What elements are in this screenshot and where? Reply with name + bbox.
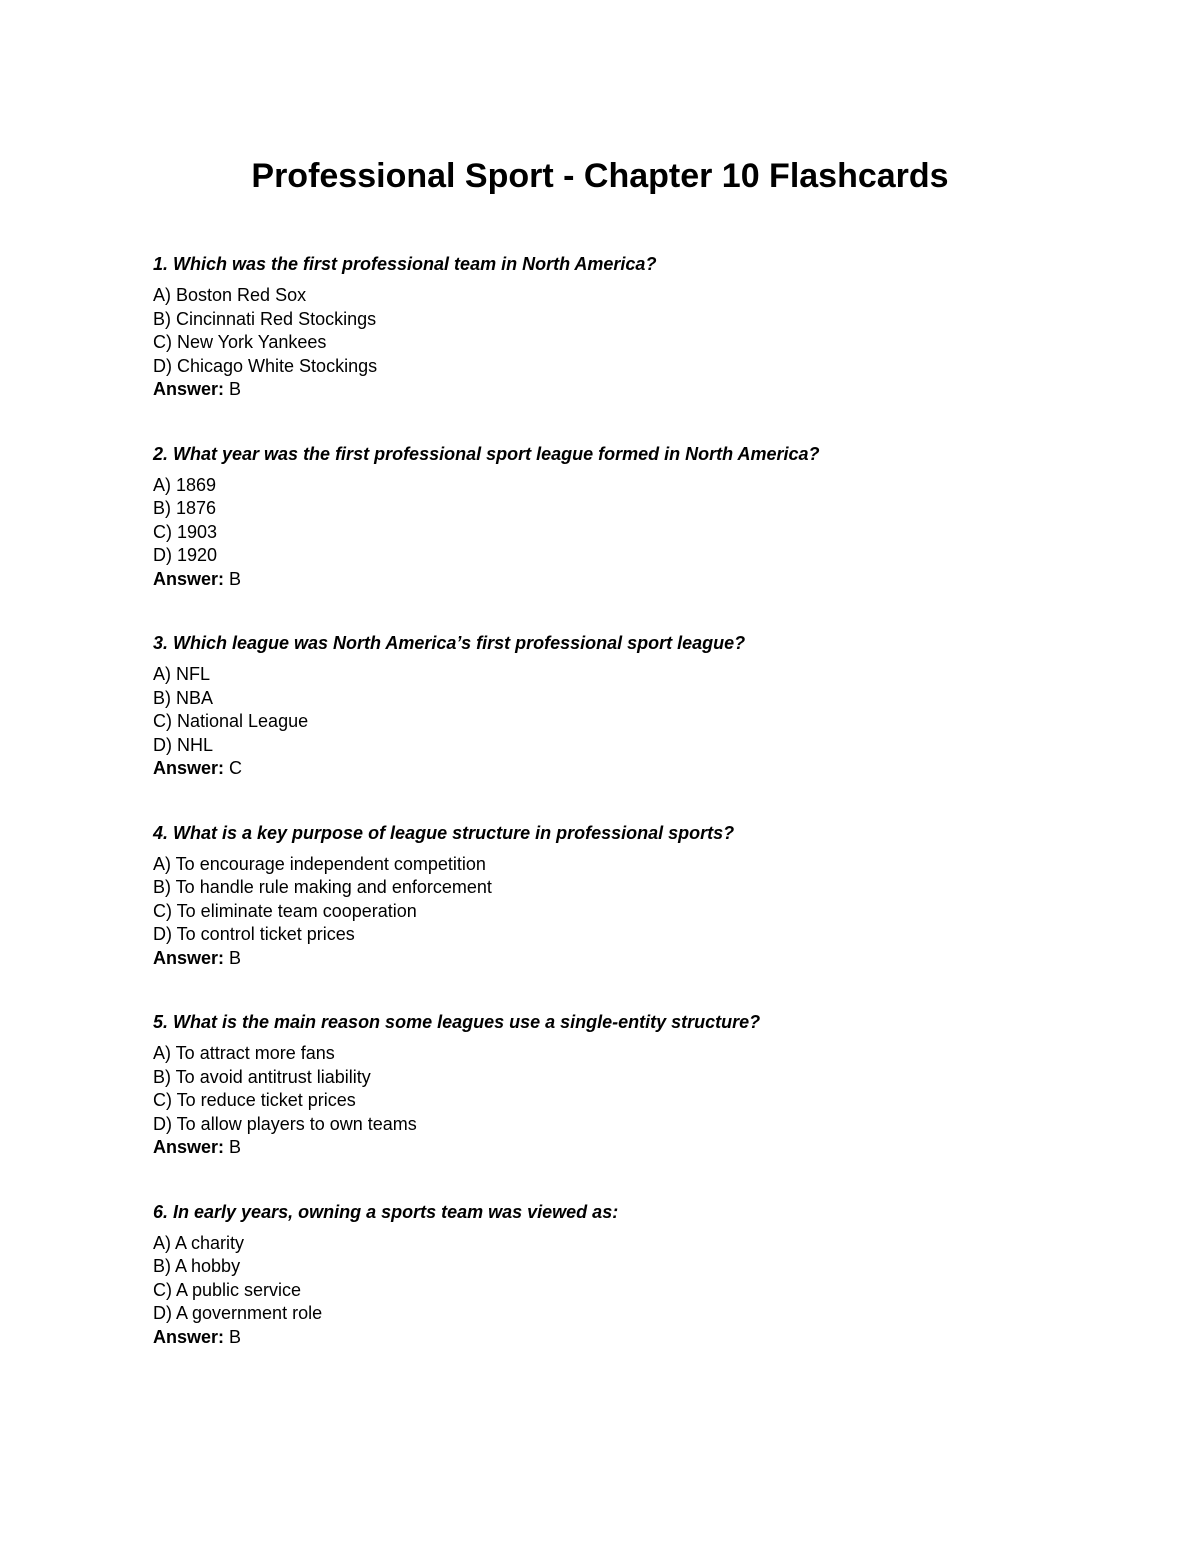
answer-label: Answer: [153, 379, 225, 399]
option-d: D) To control ticket prices [153, 924, 355, 944]
answer-line [153, 568, 1113, 592]
option-c: C) 1903 [153, 521, 218, 542]
answer-line [153, 1326, 1113, 1350]
option-c: C) New York Yankees [153, 332, 327, 352]
option-c: C) A public service [153, 1279, 302, 1300]
question-1 [153, 252, 1113, 402]
option-d: D) NHL [153, 734, 214, 755]
answer-line [153, 947, 1113, 971]
answer-label: Answer: [153, 1137, 225, 1157]
option-d: D) Chicago White Stockings [153, 355, 378, 376]
answer-value: B [229, 1137, 242, 1157]
answer-value: B [229, 379, 242, 399]
option-b: B) To avoid antitrust liability [153, 1066, 371, 1087]
question-4 [153, 821, 1113, 971]
answer-line [153, 757, 1113, 781]
option-a: A) A charity [153, 1232, 245, 1253]
question-text: 1. Which was the first professional team in North America? [153, 254, 657, 274]
option-c: C) To reduce ticket prices [153, 1090, 356, 1110]
answer-value: B [229, 947, 242, 968]
option-b: B) NBA [153, 687, 214, 708]
question-list [153, 252, 1113, 1389]
question-text: 2. What year was the first professional sport league formed in North America? [153, 443, 820, 464]
answer-label: Answer: [153, 568, 225, 589]
option-a: A) NFL [153, 664, 211, 684]
answer-value: B [229, 1326, 242, 1347]
question-5 [153, 1010, 1113, 1160]
option-c: C) National League [153, 711, 309, 731]
answer-value: C [229, 758, 243, 778]
question-text: 4. What is a key purpose of league structure in professional sports? [153, 822, 735, 843]
option-d: D) 1920 [153, 545, 218, 565]
answer-value: B [229, 568, 242, 589]
option-b: B) Cincinnati Red Stockings [153, 308, 377, 329]
question-text: 6. In early years, owning a sports team was viewed as: [153, 1201, 619, 1222]
option-b: B) 1876 [153, 498, 217, 518]
option-b: B) To handle rule making and enforcement [153, 877, 492, 897]
question-6 [153, 1200, 1113, 1350]
answer-line [153, 1136, 1113, 1160]
option-d: D) A government role [153, 1303, 323, 1323]
option-b: B) A hobby [153, 1256, 241, 1276]
question-text: 3. Which league was North America’s first professional sport league? [153, 633, 746, 653]
question-3 [153, 631, 1113, 781]
option-d: D) To allow players to own teams [153, 1113, 417, 1134]
option-a: A) 1869 [153, 474, 217, 495]
option-a: A) To encourage independent competition [153, 853, 486, 874]
answer-line [153, 378, 1113, 402]
question-2 [153, 442, 1113, 592]
answer-label: Answer: [153, 1326, 225, 1347]
option-a: A) To attract more fans [153, 1043, 335, 1063]
option-c: C) To eliminate team cooperation [153, 900, 417, 921]
answer-label: Answer: [153, 758, 225, 778]
page-title: Professional Sport - Chapter 10 Flashcards [251, 157, 949, 195]
option-a: A) Boston Red Sox [153, 285, 307, 305]
answer-label: Answer: [153, 947, 225, 968]
question-text: 5. What is the main reason some leagues use a single-entity structure? [153, 1012, 761, 1032]
